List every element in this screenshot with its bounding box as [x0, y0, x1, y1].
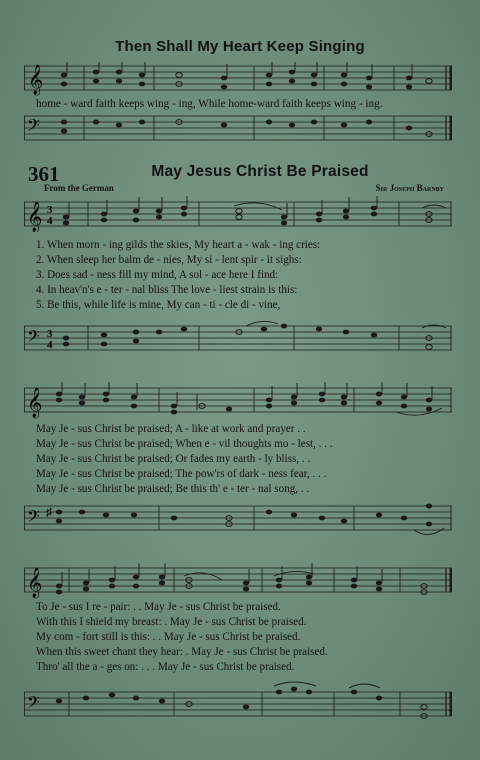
hymn-composer: Sir Joseph Barnby [375, 183, 444, 193]
svg-text:𝄞: 𝄞 [27, 388, 43, 418]
top-hymn-lyric: home - ward faith keeps wing - ing, While home-ward faith keeps wing - ing. [36, 98, 383, 110]
svg-text:♯: ♯ [46, 505, 52, 519]
verse-line: May Je - sus Christ be praised; Or fades my earth - ly bliss, . . [36, 453, 311, 465]
verse-line: To Je - sus I re - pair: . . May Je - sus Christ be praised. [36, 601, 281, 613]
svg-text:4: 4 [47, 215, 53, 227]
svg-text:4: 4 [47, 339, 53, 351]
verse-line: May Je - sus Christ be praised; Be this th' e - ter - nal song, . . [36, 483, 310, 495]
svg-text:3: 3 [47, 204, 53, 216]
svg-text:𝄞: 𝄞 [27, 568, 43, 598]
hymn-source: From the German [44, 183, 114, 193]
top-bass-staff [24, 112, 452, 146]
svg-text:3: 3 [47, 328, 53, 340]
hymn-number: 361 [28, 162, 60, 186]
verse-line: With this I shield my breast: . May Je - sus Christ be praised. [36, 616, 307, 628]
verse-line: 4. In heav'n's e - ter - nal bliss The love - liest strain is this: [36, 284, 298, 296]
svg-text:𝄢: 𝄢 [27, 692, 40, 716]
verse-line: Thro' all the a - ges on: . . . May Je - sus Christ be praised. [36, 661, 295, 673]
hymn-title: May Jesus Christ Be Praised [151, 163, 369, 180]
verse-line: 5. Be this, while life is mine, My can - ti - cle di - vine, [36, 299, 281, 311]
svg-text:𝄞: 𝄞 [27, 202, 43, 232]
system3-treble-staff [24, 560, 452, 600]
verse-line: 2. When sleep her balm de - nies, My si - lent spir - it sighs: [36, 254, 302, 266]
svg-text:𝄢: 𝄢 [27, 115, 40, 139]
verse-line: May Je - sus Christ be praised; A - like at work and prayer . . [36, 423, 306, 435]
system2-bass-staff [24, 498, 452, 538]
svg-text:𝄞: 𝄞 [28, 65, 44, 95]
top-treble-staff [24, 62, 452, 96]
system1-treble-staff [24, 196, 452, 232]
system1-bass-staff [24, 318, 452, 356]
verse-lyrics-system1 [36, 239, 446, 314]
verse-line: When this sweet chant they hear: . May Je - sus Christ be praised. [36, 646, 328, 658]
refrain-lyrics-system3 [36, 601, 446, 676]
verse-line: May Je - sus Christ be praised; The pow'rs of dark - ness fear, . . . [36, 468, 327, 480]
top-hymn-title: Then Shall My Heart Keep Singing [115, 38, 365, 55]
system2-treble-staff [24, 382, 452, 420]
system3-bass-staff [24, 680, 452, 724]
verse-line: 1. When morn - ing gilds the skies, My heart a - wak - ing cries: [36, 239, 321, 251]
verse-line: 3. Does sad - ness fill my mind, A sol - ace here I find: [36, 269, 279, 281]
verse-line: My com - fort still is this: . . May Je - sus Christ be praised. [36, 631, 301, 643]
refrain-lyrics-system2 [36, 423, 446, 498]
verse-line: May Je - sus Christ be praised; When e - vil thoughts mo - lest, . . . [36, 438, 333, 450]
svg-text:𝄢: 𝄢 [27, 326, 40, 350]
svg-text:𝄢: 𝄢 [27, 506, 40, 530]
